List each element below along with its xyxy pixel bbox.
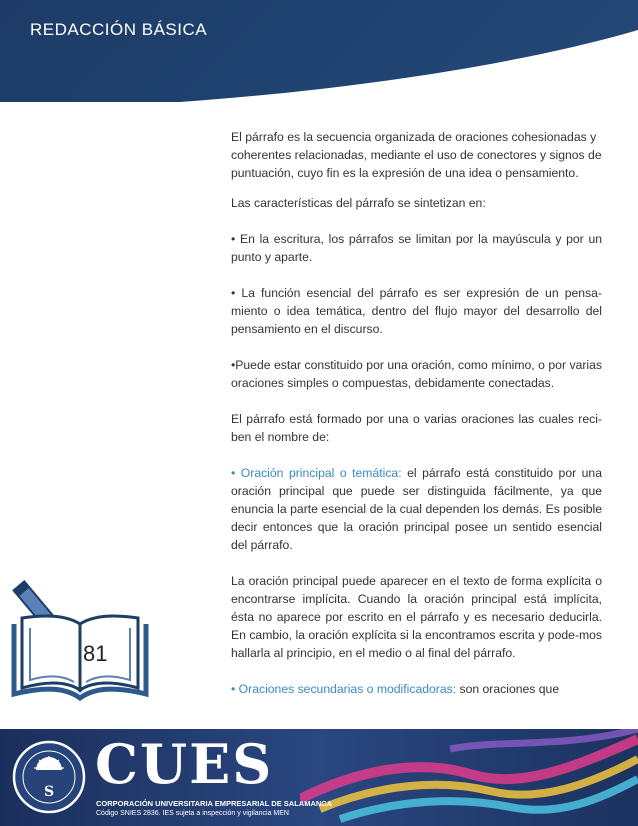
secondary-sentences-label: • Oraciones secundarias o modificadoras: — [231, 682, 457, 696]
paragraph-characteristics: Las características del párrafo se sintetizan en: — [231, 196, 486, 210]
ribbon-decoration — [300, 729, 638, 826]
secondary-sentences-text: son oraciones que — [456, 682, 560, 696]
page-footer — [0, 729, 638, 826]
university-seal-icon — [12, 738, 86, 816]
bullet-constitution: •Puede estar constituido por una oración, como mínimo, o por varias oraciones simples o compuestas, debidamente conectadas. — [231, 358, 602, 390]
section-title: REDACCIÓN BÁSICA — [30, 20, 208, 39]
header-curve-decoration — [0, 0, 638, 102]
bullet-writing: • En la escritura, los párrafos se limitan por la mayúscula y por un punto y aparte. — [231, 232, 602, 264]
main-sentence-label: • Oración principal o temática: — [231, 466, 402, 480]
page-number: 81 — [83, 641, 108, 666]
bullet-function: • La función esencial del párrafo es ser expresión de un pensa-miento o idea temática, dentro del flujo mayor del desarrollo del pensamiento en el discurso. — [231, 286, 602, 336]
intro-paragraph: El párrafo es la secuencia organizada de oraciones cohesionadas y coherentes relacionadas, mediante el uso de conectores y signos de puntuación, cuyo fin es la expresión de una idea o pensamiento. — [231, 130, 602, 180]
main-text — [231, 128, 602, 698]
seal-letter: S — [43, 784, 55, 800]
snies-code: Código SNIES 2836. IES sujeta a inspección y vigilancia MEN — [96, 810, 289, 817]
main-sentence-text: el párrafo está constituido por una oración principal que puede ser distinguida fácilmente, ya que enuncia la parte esencial de la cual dependen los demás. Es posible decir entonces que la oración principal posee un sentido esencial del párrafo. — [231, 466, 602, 552]
secondary-sentences-paragraph — [231, 680, 602, 698]
institution-name: CORPORACIÓN UNIVERSITARIA EMPRESARIAL DE SALAMANCA — [96, 799, 333, 808]
page-header — [0, 0, 638, 102]
paragraph-formation: El párrafo está formado por una o varias oraciones las cuales reci-ben el nombre de: — [231, 412, 602, 444]
cues-logo: CUES — [95, 732, 274, 796]
explicit-implicit-paragraph: La oración principal puede aparecer en el texto de forma explícita o encontrarse implícita. Cuando la oración principal está implícita, ésta no aparece por escrito en el párrafo y es necesario deducirla. En cambio, la oración explícita si la encontramos escrita y pode-mos hallarla al principio, en el medio o al final del párrafo. — [231, 574, 602, 660]
book-pencil-icon — [10, 572, 150, 702]
main-sentence-paragraph — [231, 464, 602, 554]
